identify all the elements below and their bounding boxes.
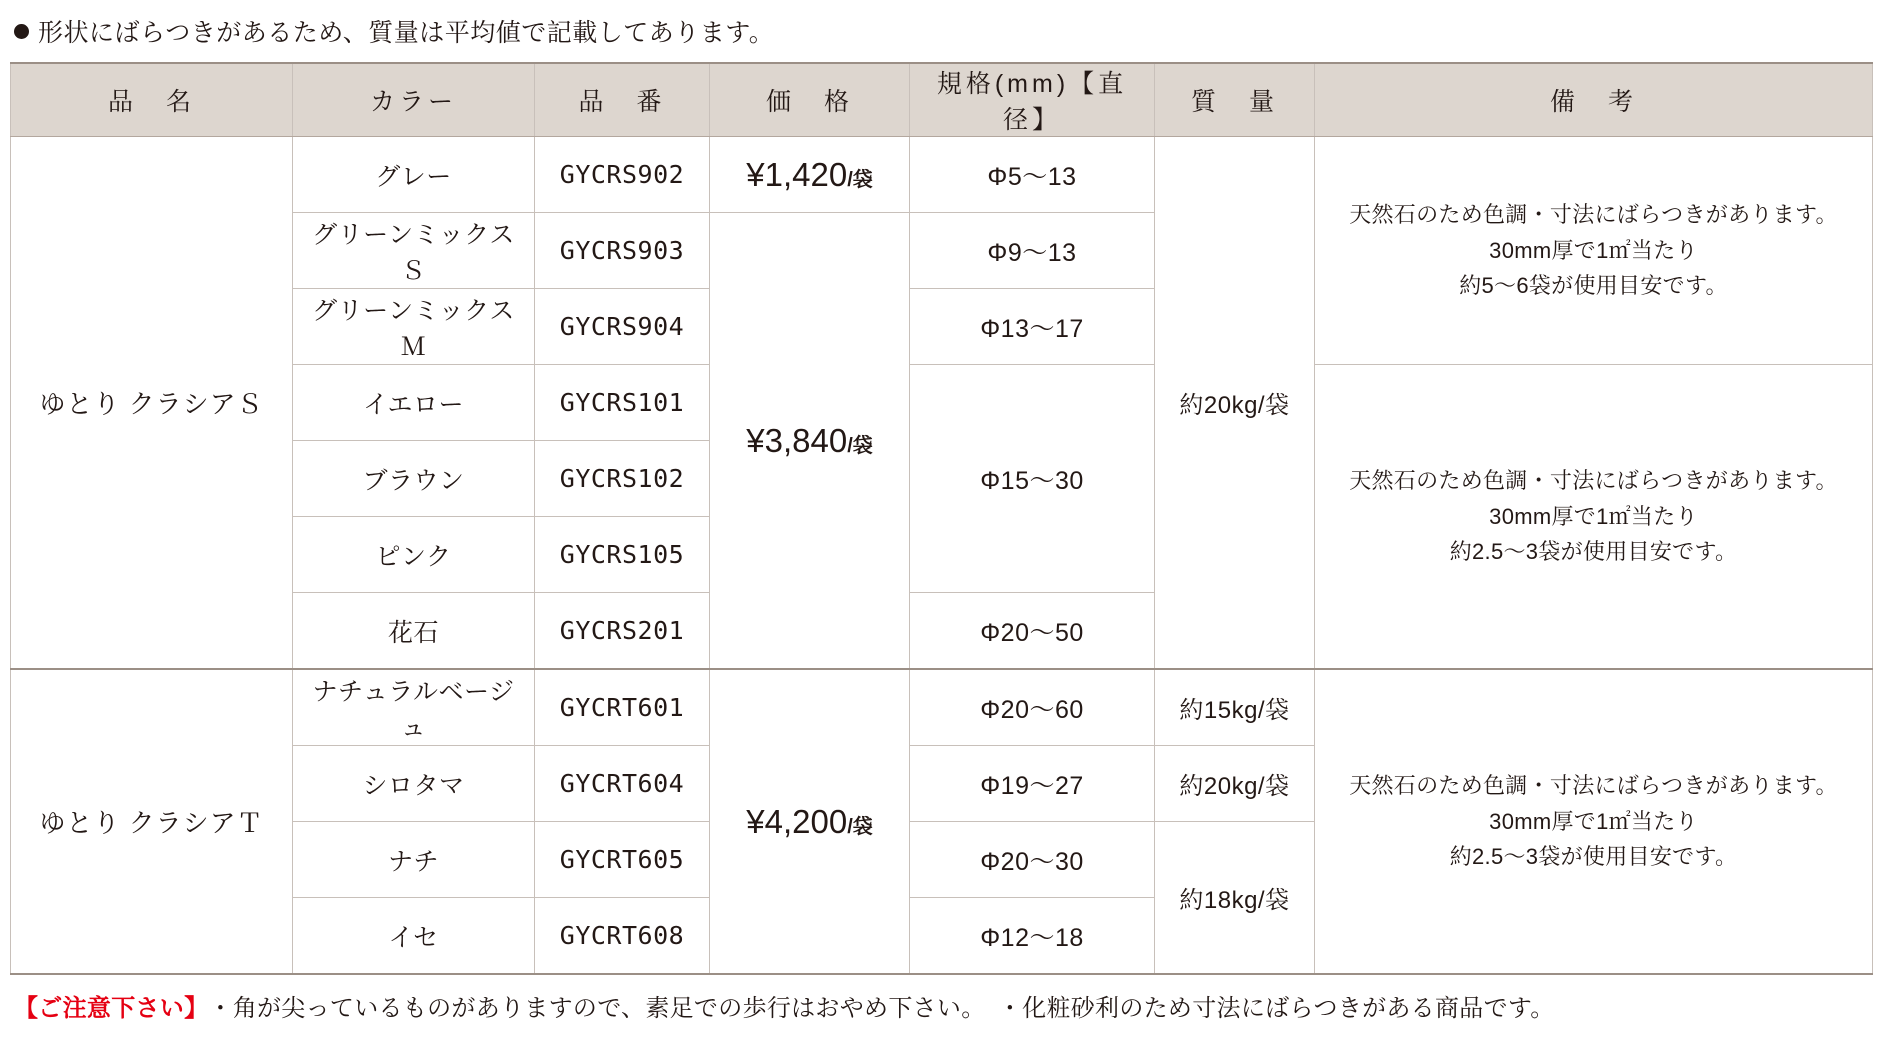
caution-warning-label: 【ご注意下さい】 bbox=[14, 994, 209, 1022]
product-code-cell: GYCRT604 bbox=[535, 746, 710, 822]
weight-cell: 約18kg/袋 bbox=[1155, 822, 1315, 975]
spec-cell: Φ15〜30 bbox=[910, 365, 1155, 593]
remark-line: 約2.5〜3袋が使用目安です。 bbox=[1449, 844, 1738, 870]
header-spec: 規格(mm)【直径】 bbox=[910, 63, 1155, 137]
table-header-row bbox=[11, 63, 1873, 137]
price-unit: /袋 bbox=[847, 168, 873, 191]
header-remark: 備 考 bbox=[1315, 63, 1873, 137]
color-cell: シロタマ bbox=[293, 746, 535, 822]
product-code-cell: GYCRT601 bbox=[535, 669, 710, 746]
spec-cell: Φ20〜30 bbox=[910, 822, 1155, 898]
top-note bbox=[10, 0, 1874, 62]
spec-cell: Φ13〜17 bbox=[910, 289, 1155, 365]
color-cell: イセ bbox=[293, 898, 535, 975]
remark-line: 約2.5〜3袋が使用目安です。 bbox=[1449, 539, 1738, 565]
remark-cell bbox=[1315, 669, 1873, 974]
header-product-name: 品 名 bbox=[11, 63, 293, 137]
price-value: ¥3,840 bbox=[746, 421, 848, 459]
remark-line: 天然石のため色調・寸法にばらつきがあります。 bbox=[1349, 202, 1838, 228]
bullet-dot-icon bbox=[14, 24, 29, 39]
product-code-cell: GYCRS102 bbox=[535, 441, 710, 517]
remark-line: 30mm厚で1㎡当たり bbox=[1489, 237, 1698, 263]
color-cell: ナチュラルベージュ bbox=[293, 669, 535, 746]
weight-cell: 約20kg/袋 bbox=[1155, 746, 1315, 822]
remark-cell bbox=[1315, 365, 1873, 670]
caution-note bbox=[10, 975, 1874, 1035]
remark-line: 天然石のため色調・寸法にばらつきがあります。 bbox=[1349, 468, 1838, 494]
product-price-table bbox=[10, 62, 1873, 975]
remark-line: 天然石のため色調・寸法にばらつきがあります。 bbox=[1349, 773, 1838, 799]
price-unit: /袋 bbox=[847, 815, 873, 838]
header-weight: 質 量 bbox=[1155, 63, 1315, 137]
price-cell bbox=[710, 137, 910, 213]
product-name-cell: ゆとり クラシアＴ bbox=[11, 669, 293, 974]
price-cell bbox=[710, 213, 910, 670]
top-note-text: 形状にばらつきがあるため、質量は平均値で記載してあります。 bbox=[38, 19, 775, 47]
table-header bbox=[11, 63, 1873, 137]
weight-cell: 約20kg/袋 bbox=[1155, 137, 1315, 670]
color-cell: ピンク bbox=[293, 517, 535, 593]
color-cell: ナチ bbox=[293, 822, 535, 898]
product-code-cell: GYCRT608 bbox=[535, 898, 710, 975]
spec-cell: Φ5〜13 bbox=[910, 137, 1155, 213]
color-cell: 花石 bbox=[293, 593, 535, 670]
color-cell: グレー bbox=[293, 137, 535, 213]
product-code-cell: GYCRS903 bbox=[535, 213, 710, 289]
remark-line: 30mm厚で1㎡当たり bbox=[1489, 503, 1698, 529]
product-code-cell: GYCRS902 bbox=[535, 137, 710, 213]
spec-cell: Φ20〜50 bbox=[910, 593, 1155, 670]
spec-cell: Φ19〜27 bbox=[910, 746, 1155, 822]
table-body bbox=[11, 137, 1873, 975]
price-unit: /袋 bbox=[847, 434, 873, 457]
table-row bbox=[11, 669, 1873, 746]
spec-cell: Φ12〜18 bbox=[910, 898, 1155, 975]
spec-cell: Φ9〜13 bbox=[910, 213, 1155, 289]
table-row bbox=[11, 137, 1873, 213]
header-color: カラー bbox=[293, 63, 535, 137]
remark-cell bbox=[1315, 137, 1873, 365]
color-cell: ブラウン bbox=[293, 441, 535, 517]
product-code-cell: GYCRS101 bbox=[535, 365, 710, 441]
color-cell: イエロー bbox=[293, 365, 535, 441]
product-name-cell: ゆとり クラシアＳ bbox=[11, 137, 293, 670]
product-code-cell: GYCRT605 bbox=[535, 822, 710, 898]
remark-line: 30mm厚で1㎡当たり bbox=[1489, 808, 1698, 834]
caution-body-text: ・角が尖っているものがありますので、素足での歩行はおやめ下さい。 ・化粧砂利のため寸法にばらつきがある商品です。 bbox=[208, 994, 1555, 1022]
product-code-cell: GYCRS201 bbox=[535, 593, 710, 670]
product-code-cell: GYCRS105 bbox=[535, 517, 710, 593]
price-value: ¥1,420 bbox=[746, 155, 848, 193]
price-cell bbox=[710, 669, 910, 974]
header-price: 価 格 bbox=[710, 63, 910, 137]
spec-cell: Φ20〜60 bbox=[910, 669, 1155, 746]
color-cell: グリーンミックスＭ bbox=[293, 289, 535, 365]
color-cell: グリーンミックスＳ bbox=[293, 213, 535, 289]
header-product-code: 品 番 bbox=[535, 63, 710, 137]
price-value: ¥4,200 bbox=[746, 802, 848, 840]
product-code-cell: GYCRS904 bbox=[535, 289, 710, 365]
remark-line: 約5〜6袋が使用目安です。 bbox=[1459, 273, 1728, 299]
weight-cell: 約15kg/袋 bbox=[1155, 669, 1315, 746]
